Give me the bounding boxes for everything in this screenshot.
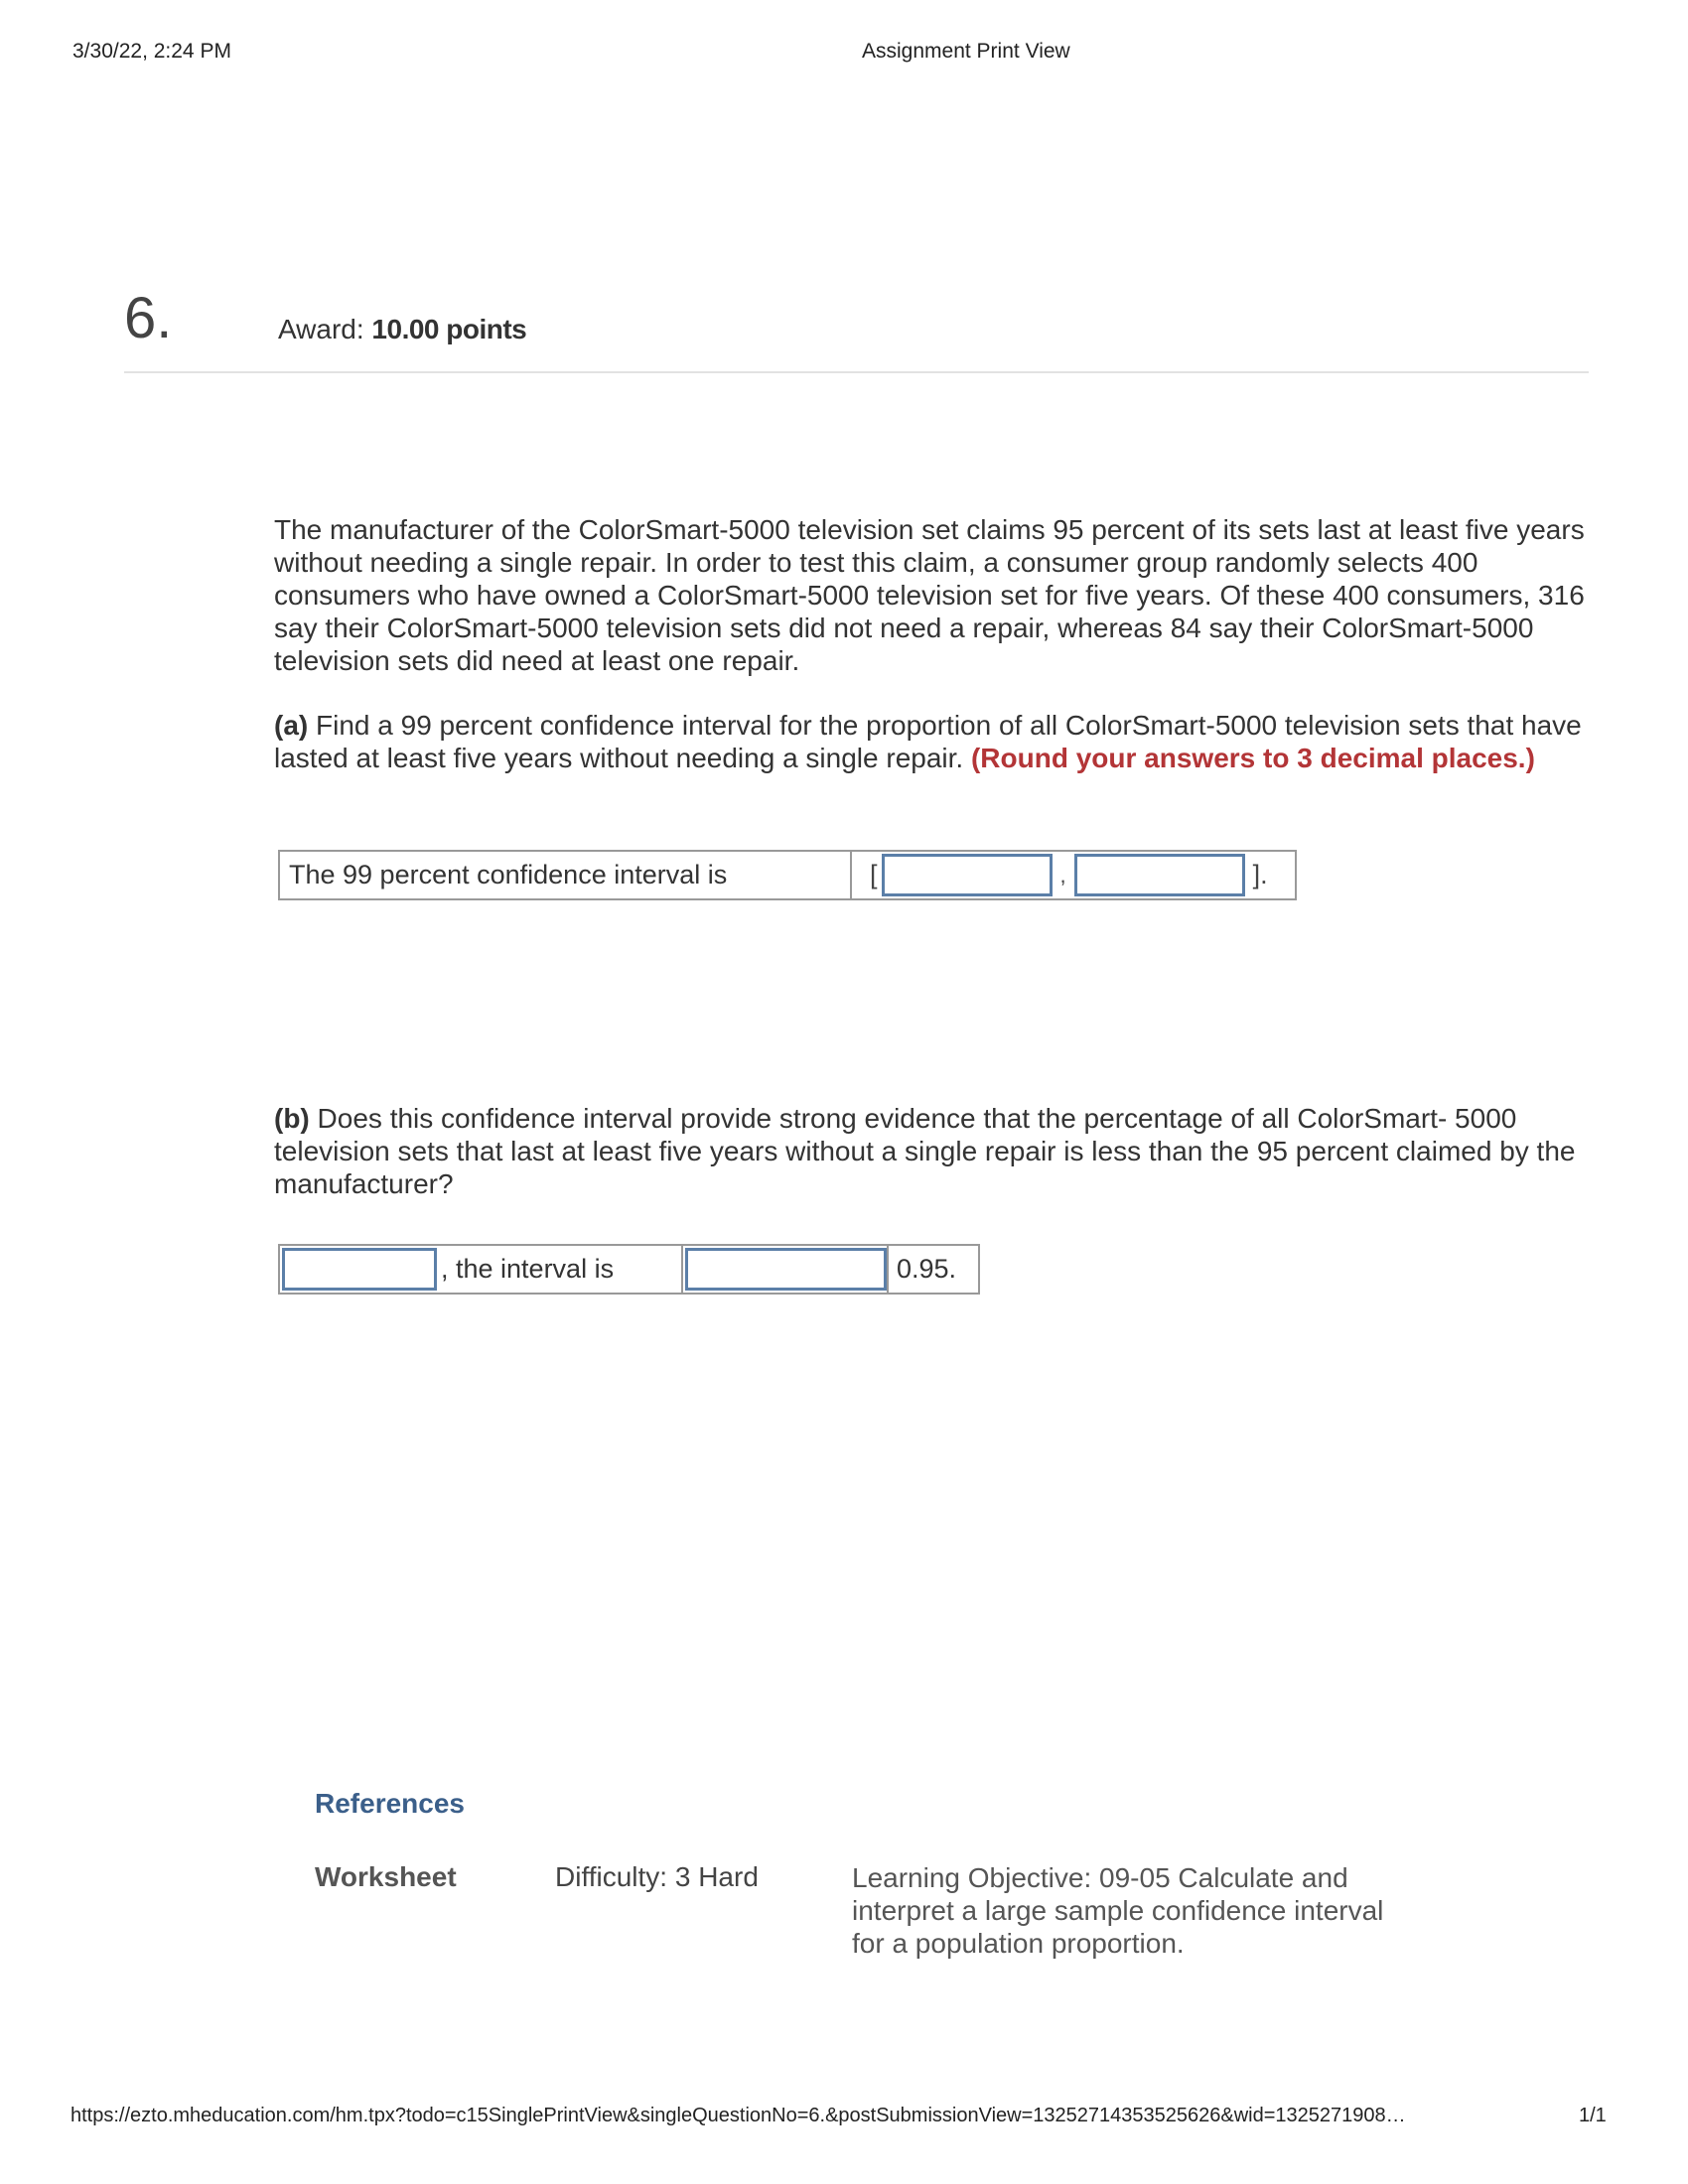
open-bracket: [ [870, 860, 878, 889]
part-a-label: (a) [274, 710, 309, 741]
page-number: 1/1 [1579, 2105, 1607, 2126]
evidence-answer-dropdown[interactable] [282, 1248, 437, 1291]
part-a-prompt [274, 709, 1585, 774]
part-a-text: Find a 99 percent confidence interval for the proportion of all ColorSmart-5000 television sets that have lasted at least five years without needing a single repair. [274, 710, 1582, 773]
question-divider [124, 371, 1589, 373]
worksheet-label: Worksheet [315, 1861, 457, 1892]
part-b-label: (b) [274, 1103, 310, 1134]
comparison-dropdown[interactable] [685, 1248, 887, 1291]
references-title: References [315, 1788, 465, 1819]
question-intro: The manufacturer of the ColorSmart-5000 television set claims 95 percent of its sets last at least five years without needing a single repair. In order to test this claim, a consumer group randomly selects 400 consumers who have owned a ColorSmart-5000 television set for five years. Of these 400 consumers, 316 say their ColorSmart-5000 television sets did not need a repair, whereas 84 say their ColorSmart-5000 television sets did need at least one repair. [274, 514, 1585, 676]
interval-separator: , [1059, 862, 1066, 887]
interval-row-label: The 99 percent confidence interval is [280, 852, 852, 898]
print-title: Assignment Print View [862, 40, 1070, 63]
print-url: https://ezto.mheducation.com/hm.tpx?todo=c15SinglePrintView&singleQuestionNo=6.&postSubmissionView=13252714353525626&wid=1325271908… [70, 2105, 1406, 2126]
question-number: 6. [124, 286, 173, 350]
part-b-prompt [274, 1102, 1585, 1200]
upper-bound-input[interactable] [1074, 854, 1245, 896]
confidence-interval-table [278, 850, 1297, 900]
rounding-note: (Round your answers to 3 decimal places.) [970, 743, 1535, 773]
evidence-answer-table [278, 1244, 980, 1295]
claimed-value-text: 0.95. [887, 1246, 956, 1293]
lower-bound-input[interactable] [882, 854, 1053, 896]
award-label: Award: [278, 314, 364, 344]
print-datetime: 3/30/22, 2:24 PM [72, 40, 231, 63]
part-b-text: Does this confidence interval provide strong evidence that the percentage of all ColorSmart- 5000 television sets that last at least five years without a single repair is less than the 95 percent claimed by the manufacturer? [274, 1103, 1576, 1199]
award-points: 10.00 points [371, 314, 527, 344]
award [278, 314, 526, 345]
difficulty-label: Difficulty: 3 Hard [555, 1861, 759, 1892]
learning-objective: Learning Objective: 09-05 Calculate and interpret a large sample confidence interval for a population proportion. [852, 1862, 1384, 1959]
close-bracket: ]. [1252, 860, 1268, 889]
interval-is-text: , the interval is [437, 1246, 683, 1293]
